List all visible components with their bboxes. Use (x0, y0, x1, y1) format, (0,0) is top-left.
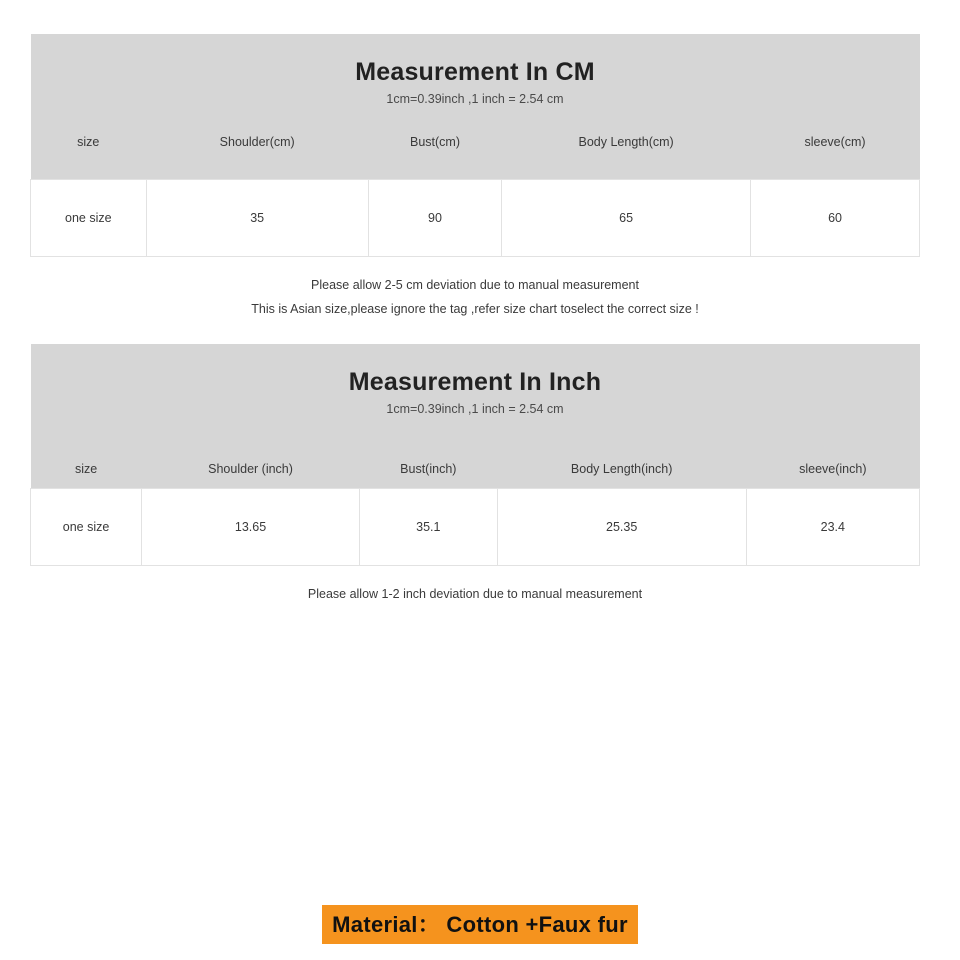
inch-cell-bust: 35.1 (359, 488, 497, 565)
inch-notes-cell (31, 565, 920, 624)
inch-header-shoulder: Shoulder (inch) (208, 461, 293, 476)
cm-table-row (31, 180, 920, 257)
cm-cell-body-length: 65 (502, 180, 751, 257)
inch-title-cell (31, 344, 920, 399)
material-bar (0, 905, 960, 944)
inch-cell-shoulder: 13.65 (142, 488, 360, 565)
cm-title-row (31, 34, 920, 89)
inch-cell-size: one size (31, 488, 142, 565)
inch-notes-row (31, 565, 920, 624)
inch-cell-sleeve: 23.4 (746, 488, 919, 565)
cm-header-body-length: Body Length(cm) (578, 135, 674, 149)
cm-measurement-table (30, 34, 920, 340)
cm-header-shoulder: Shoulder(cm) (219, 135, 295, 149)
cm-header-bust: Bust(cm) (409, 135, 460, 149)
cm-cell-size: one size (31, 180, 147, 257)
cm-title: Measurement In CM (355, 58, 595, 86)
cm-notes-cell (31, 257, 920, 340)
cm-subtitle-cell (31, 89, 920, 134)
cm-cell-sleeve: 60 (751, 180, 920, 257)
size-chart-container (30, 34, 920, 624)
cm-header-sleeve: sleeve(cm) (804, 135, 866, 149)
inch-subtitle: 1cm=0.39inch ,1 inch = 2.54 cm (386, 401, 564, 416)
cm-cell-shoulder: 35 (146, 180, 368, 257)
inch-header-bust: Bust(inch) (400, 461, 457, 476)
cm-title-cell (31, 34, 920, 89)
inch-header-row (31, 444, 920, 489)
cm-note-1: Please allow 2-5 cm deviation due to manual measurement (311, 278, 639, 292)
inch-table-row (31, 488, 920, 565)
material-label: Material： Cotton +Faux fur (322, 905, 638, 944)
cm-subtitle-row (31, 89, 920, 134)
inch-subtitle-row (31, 399, 920, 444)
inch-measurement-table (30, 344, 920, 624)
inch-cell-body-length: 25.35 (497, 488, 746, 565)
inch-subtitle-cell (31, 399, 920, 444)
inch-header-size: size (74, 461, 98, 476)
cm-header-size: size (77, 135, 100, 149)
inch-header-body-length: Body Length(inch) (570, 461, 673, 476)
cm-notes-row (31, 257, 920, 340)
cm-subtitle: 1cm=0.39inch ,1 inch = 2.54 cm (386, 92, 564, 106)
cm-cell-bust: 90 (368, 180, 501, 257)
cm-header-row (31, 134, 920, 180)
inch-title: Measurement In Inch (348, 367, 602, 396)
inch-header-sleeve: sleeve(inch) (799, 461, 867, 476)
cm-note-2: This is Asian size,please ignore the tag ,refer size chart toselect the correct size ! (251, 302, 699, 317)
inch-title-row (31, 344, 920, 399)
inch-note-1: Please allow 1-2 inch deviation due to manual measurement (307, 586, 643, 601)
